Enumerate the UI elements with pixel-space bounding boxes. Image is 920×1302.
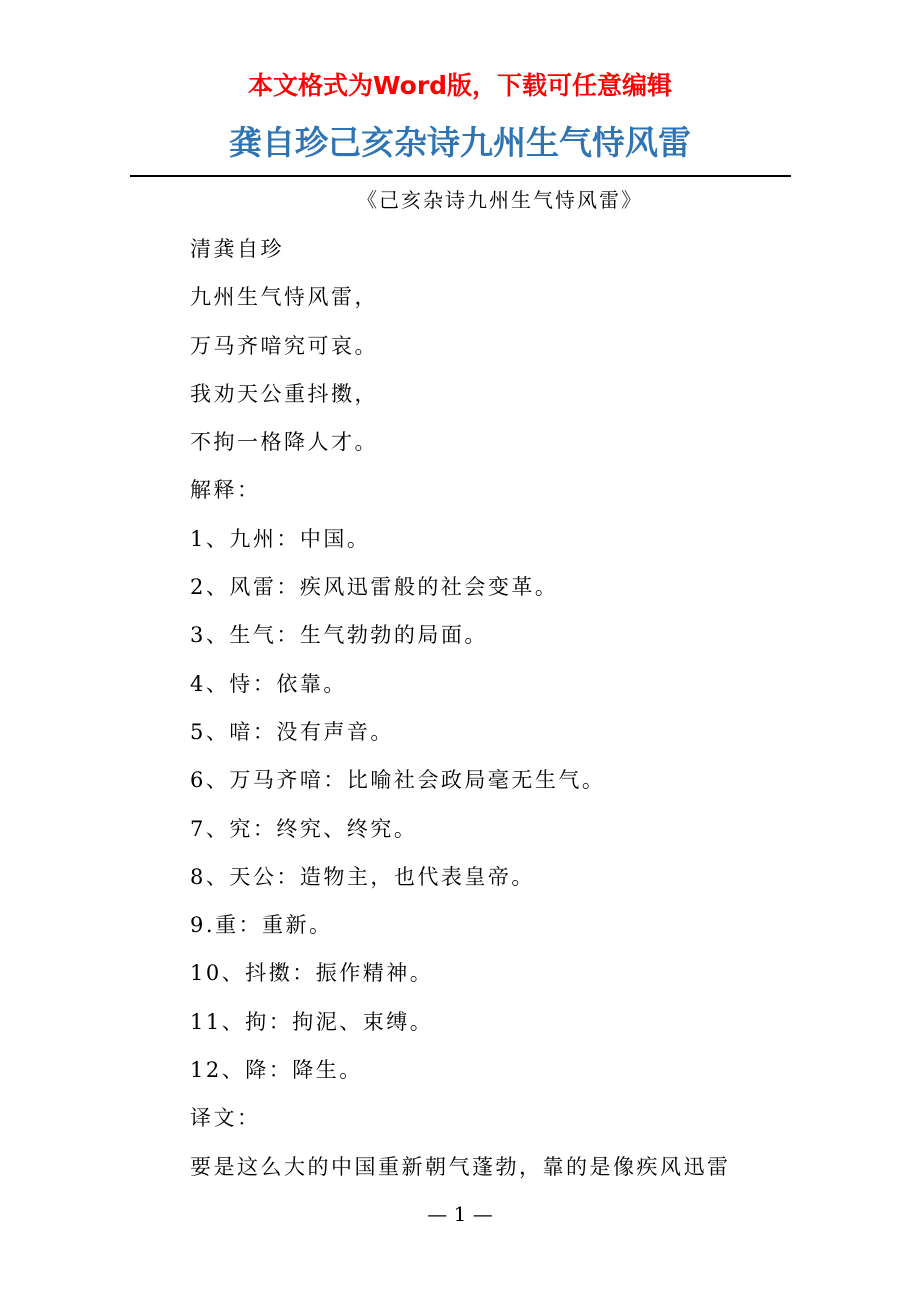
explanation-item: 7、究：终究、终究。 [190,816,418,841]
explanation-item: 10、抖擞：振作精神。 [190,961,434,986]
explanation-heading: 解释： [190,478,261,503]
explanation-item: 4、恃：依靠。 [190,671,347,696]
poem-line-1: 九州生气恃风雷， [190,285,378,310]
explanation-item: 6、万马齐喑：比喻社会政局毫无生气。 [190,768,606,793]
document-body [190,229,790,1195]
poem-line-3: 我劝天公重抖擞， [190,381,378,406]
explanation-item: 9.重：重新。 [190,913,333,938]
explanation-item: 5、喑：没有声音。 [190,719,394,744]
poem-heading: 《己亥杂诗九州生气恃风雷》 [357,188,643,212]
poem-line-2: 万马齐喑究可哀。 [190,333,378,358]
download-banner: 本文格式为Word版，下载可任意编辑 [247,71,673,100]
explanation-item: 2、风雷：疾风迅雷般的社会变革。 [190,575,559,600]
explanation-item: 12、降：降生。 [190,1058,363,1083]
document-title: 龚自珍己亥杂诗九州生气恃风雷 [229,123,691,162]
page-number: — 1 — [427,1202,493,1226]
translation-heading: 译文： [190,1106,261,1131]
title-divider [130,175,791,177]
explanation-item: 8、天公：造物主，也代表皇帝。 [190,864,535,889]
explanation-item: 1、九州：中国。 [190,526,371,551]
poem-author-line: 清龚自珍 [190,237,284,261]
explanation-item: 11、拘：拘泥、束缚。 [190,1009,434,1034]
poem-line-4: 不拘一格降人才。 [190,430,378,455]
explanation-item: 3、生气：生气勃勃的局面。 [190,623,488,648]
translation-text: 要是这么大的中国重新朝气蓬勃，靠的是像疾风迅雷 [190,1154,731,1179]
